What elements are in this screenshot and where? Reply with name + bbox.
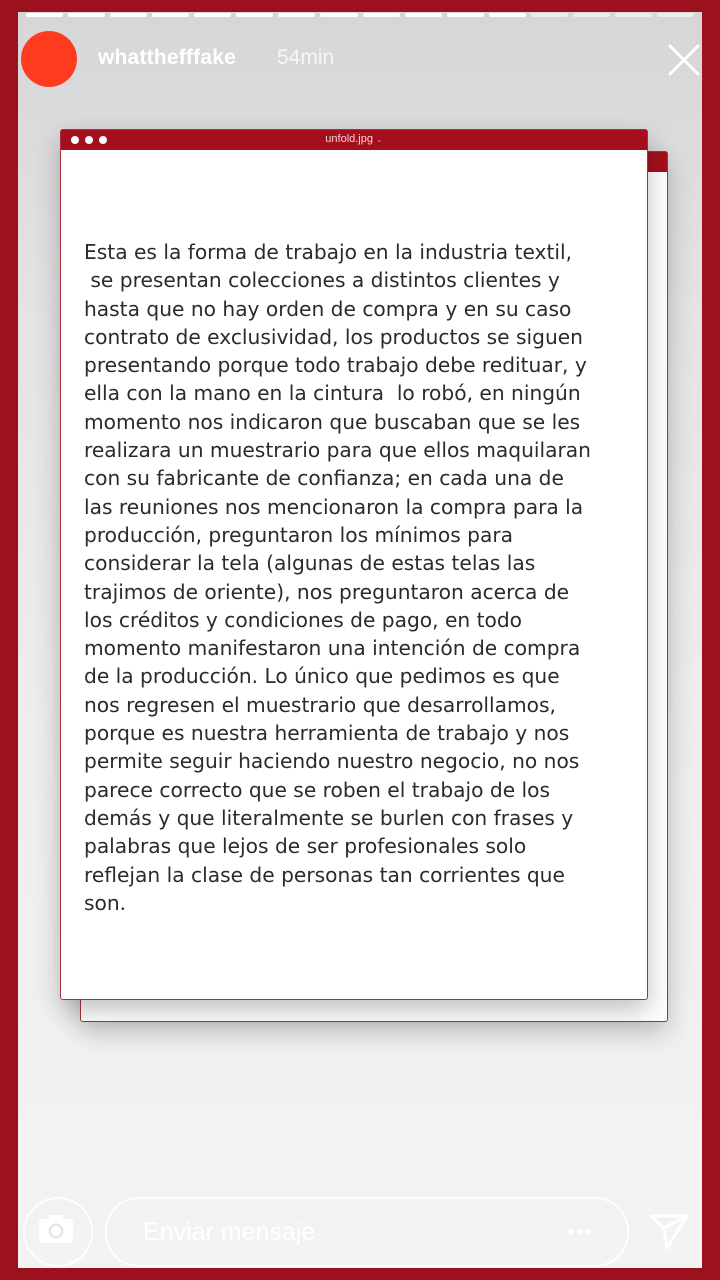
window-body-text	[84, 238, 629, 917]
body-text-line: parece correcto que se roben el trabajo de los	[84, 777, 551, 802]
window-titlebar	[61, 130, 647, 150]
avatar[interactable]	[21, 31, 77, 87]
body-text-line: son.	[84, 890, 127, 915]
send-icon[interactable]	[645, 1206, 693, 1254]
username[interactable]: whatthefffake	[98, 46, 236, 69]
progress-segment	[615, 13, 652, 17]
progress-segment	[194, 13, 231, 17]
body-text-line: momento nos indicaron que buscaban que se les	[84, 409, 581, 434]
body-text-line: con su fabricante de confianza; en cada una de	[84, 466, 564, 491]
body-text-line: de la producción. Lo único que pedimos es que	[84, 664, 560, 689]
body-text-line: producción, preguntaron los mínimos para	[84, 522, 513, 547]
progress-segment	[573, 13, 610, 17]
image-window	[60, 129, 648, 1000]
more-options-icon[interactable]: •••	[567, 1219, 594, 1244]
progress-segment	[531, 13, 568, 17]
body-text-line: nos regresen el muestrario que desarrollamos,	[84, 692, 556, 717]
chevron-down-icon: ⌄	[376, 135, 383, 144]
progress-segment	[152, 13, 189, 17]
body-text-line: hasta que no hay orden de compra y en su caso	[84, 296, 572, 321]
progress-segment	[447, 13, 484, 17]
progress-segment	[278, 13, 315, 17]
body-text-line: contrato de exclusividad, los productos se siguen	[84, 324, 583, 349]
progress-segment	[489, 13, 526, 17]
body-text-line: permite seguir haciendo nuestro negocio, no nos	[84, 749, 580, 774]
body-text-line: momento manifestaron una intención de compra	[84, 636, 581, 661]
progress-segment	[405, 13, 442, 17]
progress-segment	[363, 13, 400, 17]
body-text-line: demás y que literalmente se burlen con frases y	[84, 805, 574, 830]
body-text-line: ella con la mano en la cintura lo robó, en ningún	[84, 381, 581, 406]
progress-segment	[236, 13, 273, 17]
body-text-line: Esta es la forma de trabajo en la industria textil,	[84, 240, 573, 264]
progress-segment	[110, 13, 147, 17]
window-filename: unfold.jpg	[325, 133, 373, 145]
body-text-line: trajimos de oriente), nos preguntaron acerca de	[84, 579, 570, 604]
progress-segment	[320, 13, 357, 17]
camera-button[interactable]	[23, 1197, 93, 1267]
story-progress-bar	[26, 13, 694, 17]
body-text-line: porque es nuestra herramienta de trabajo y nos	[84, 721, 570, 746]
body-text-line: realizara un muestrario para que ellos maquilaran	[84, 438, 591, 463]
message-input[interactable]	[105, 1197, 629, 1267]
body-text-line: se presentan colecciones a distintos clientes y	[84, 268, 560, 293]
body-text-line: los créditos y condiciones de pago, en todo	[84, 607, 523, 632]
close-icon[interactable]	[664, 40, 704, 80]
progress-segment	[657, 13, 694, 17]
body-text-line: las reuniones nos mencionaron la compra para la	[84, 494, 584, 519]
body-text-line: presentando porque todo trabajo debe redituar, y	[84, 353, 587, 378]
message-placeholder: Enviar mensaje	[143, 1218, 316, 1246]
body-text-line: reflejan la clase de personas tan corrientes que	[84, 862, 565, 887]
body-text-line: considerar la tela (algunas de estas telas las	[84, 551, 536, 576]
post-time: 54min	[277, 46, 335, 69]
progress-segment	[26, 13, 63, 17]
body-text-line: palabras que lejos de ser profesionales solo	[84, 834, 527, 859]
progress-segment	[68, 13, 105, 17]
camera-icon	[23, 1197, 89, 1263]
window-title	[61, 133, 647, 145]
